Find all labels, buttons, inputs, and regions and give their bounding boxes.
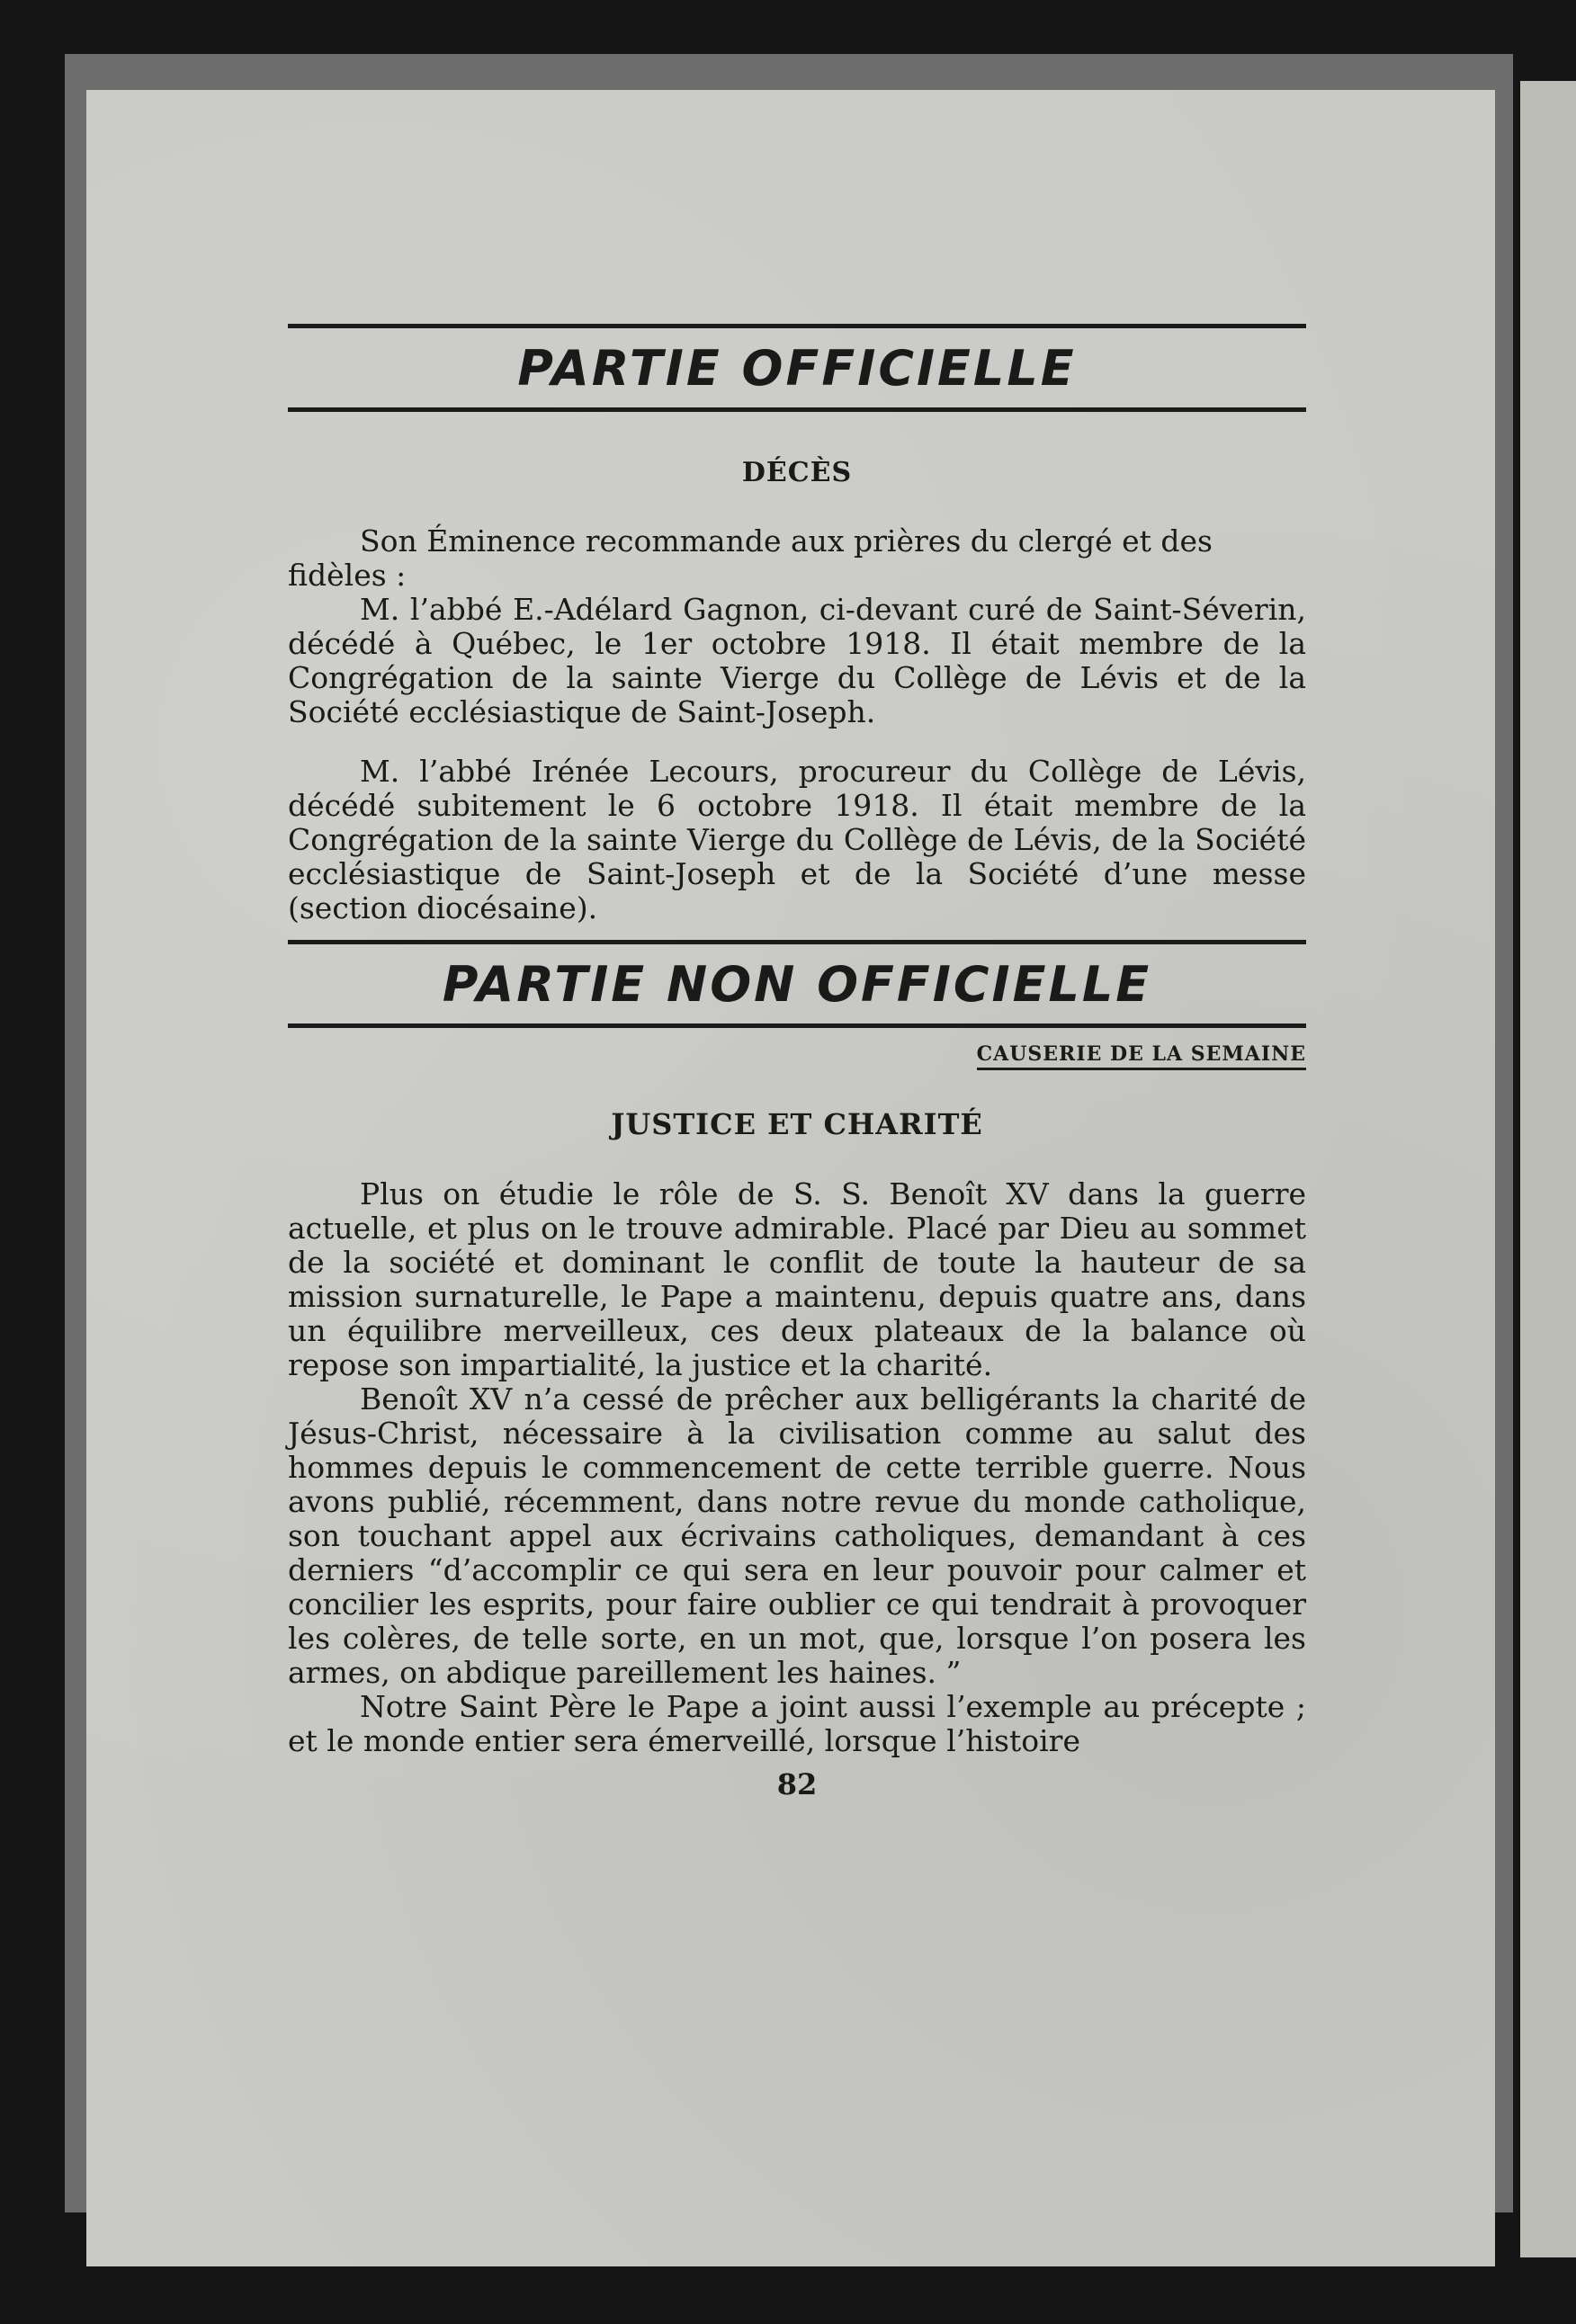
top-rule: [288, 324, 1306, 328]
column-label-text: CAUSERIE DE LA SEMAINE: [977, 1042, 1306, 1070]
section-title-official: PARTIE OFFICIELLE: [517, 340, 1077, 397]
deaths-heading: DÉCÈS: [741, 457, 853, 488]
paragraph: M. l’abbé Irénée Lecours, procureur du Collège de Lévis, décédé subitement le 6 octobre 1918. Il était membre de la Congrégation de la sainte Vierge du Collège de Lévis, de la Société ecclésiastique de Saint-Joseph et de la Société d’une messe (section diocésaine).: [288, 754, 1306, 925]
paragraph: Notre Saint Père le Pape a joint aussi l’exemple au précepte ; et le monde entier sera émerveillé, lorsque l’histoire: [288, 1689, 1306, 1758]
article-title: JUSTICE ET CHARITÉ: [611, 1107, 983, 1141]
adjacent-page-edge: [1520, 81, 1576, 2257]
section-title-nonofficial: PARTIE NON OFFICIELLE: [442, 956, 1152, 1013]
paragraph: Benoît XV n’a cessé de prêcher aux belligérants la charité de Jésus-Christ, nécessaire à la civilisation comme au salut des hommes depuis le commencement de cette terrible guerre. Nous avons publié, récemment, dans notre revue du monde catholique, son touchant appel aux écrivains catholiques, demandant à ces derniers “d’accomplir ce qui sera en leur pouvoir pour calmer et concilier les esprits, pour faire oublier ce qui tendrait à provoquer les colères, de telle sorte, en un mot, que, lorsque l’on posera les armes, on abdique pareillement les haines. ”: [288, 1381, 1306, 1690]
paragraph: fidèles :: [288, 558, 407, 593]
paragraph: M. l’abbé E.-Adélard Gagnon, ci-devant curé de Saint-Séverin, décédé à Québec, le 1er octobre 1918. Il était membre de la Congrégation de la sainte Vierge du Collège de Lévis et de la Société ecclésiastique de Saint-Joseph.: [288, 592, 1306, 729]
page-number: 82: [776, 1767, 818, 1801]
page-content: [288, 324, 1306, 1801]
section-rule: [288, 940, 1306, 944]
paragraph: Son Éminence recommande aux prières du clergé et des: [360, 523, 1213, 559]
paragraph: Plus on étudie le rôle de S. S. Benoît XV dans la guerre actuelle, et plus on le trouve admirable. Placé par Dieu au sommet de la société et dominant le conflit de toute la hauteur de sa mission surnaturelle, le Pape a maintenu, depuis quatre ans, dans un équilibre merveilleux, ces deux plateaux de la balance où repose son impartialité, la justice et la charité.: [288, 1176, 1306, 1382]
column-label: [288, 1042, 1306, 1066]
section-rule: [288, 407, 1306, 412]
section-rule: [288, 1023, 1306, 1028]
